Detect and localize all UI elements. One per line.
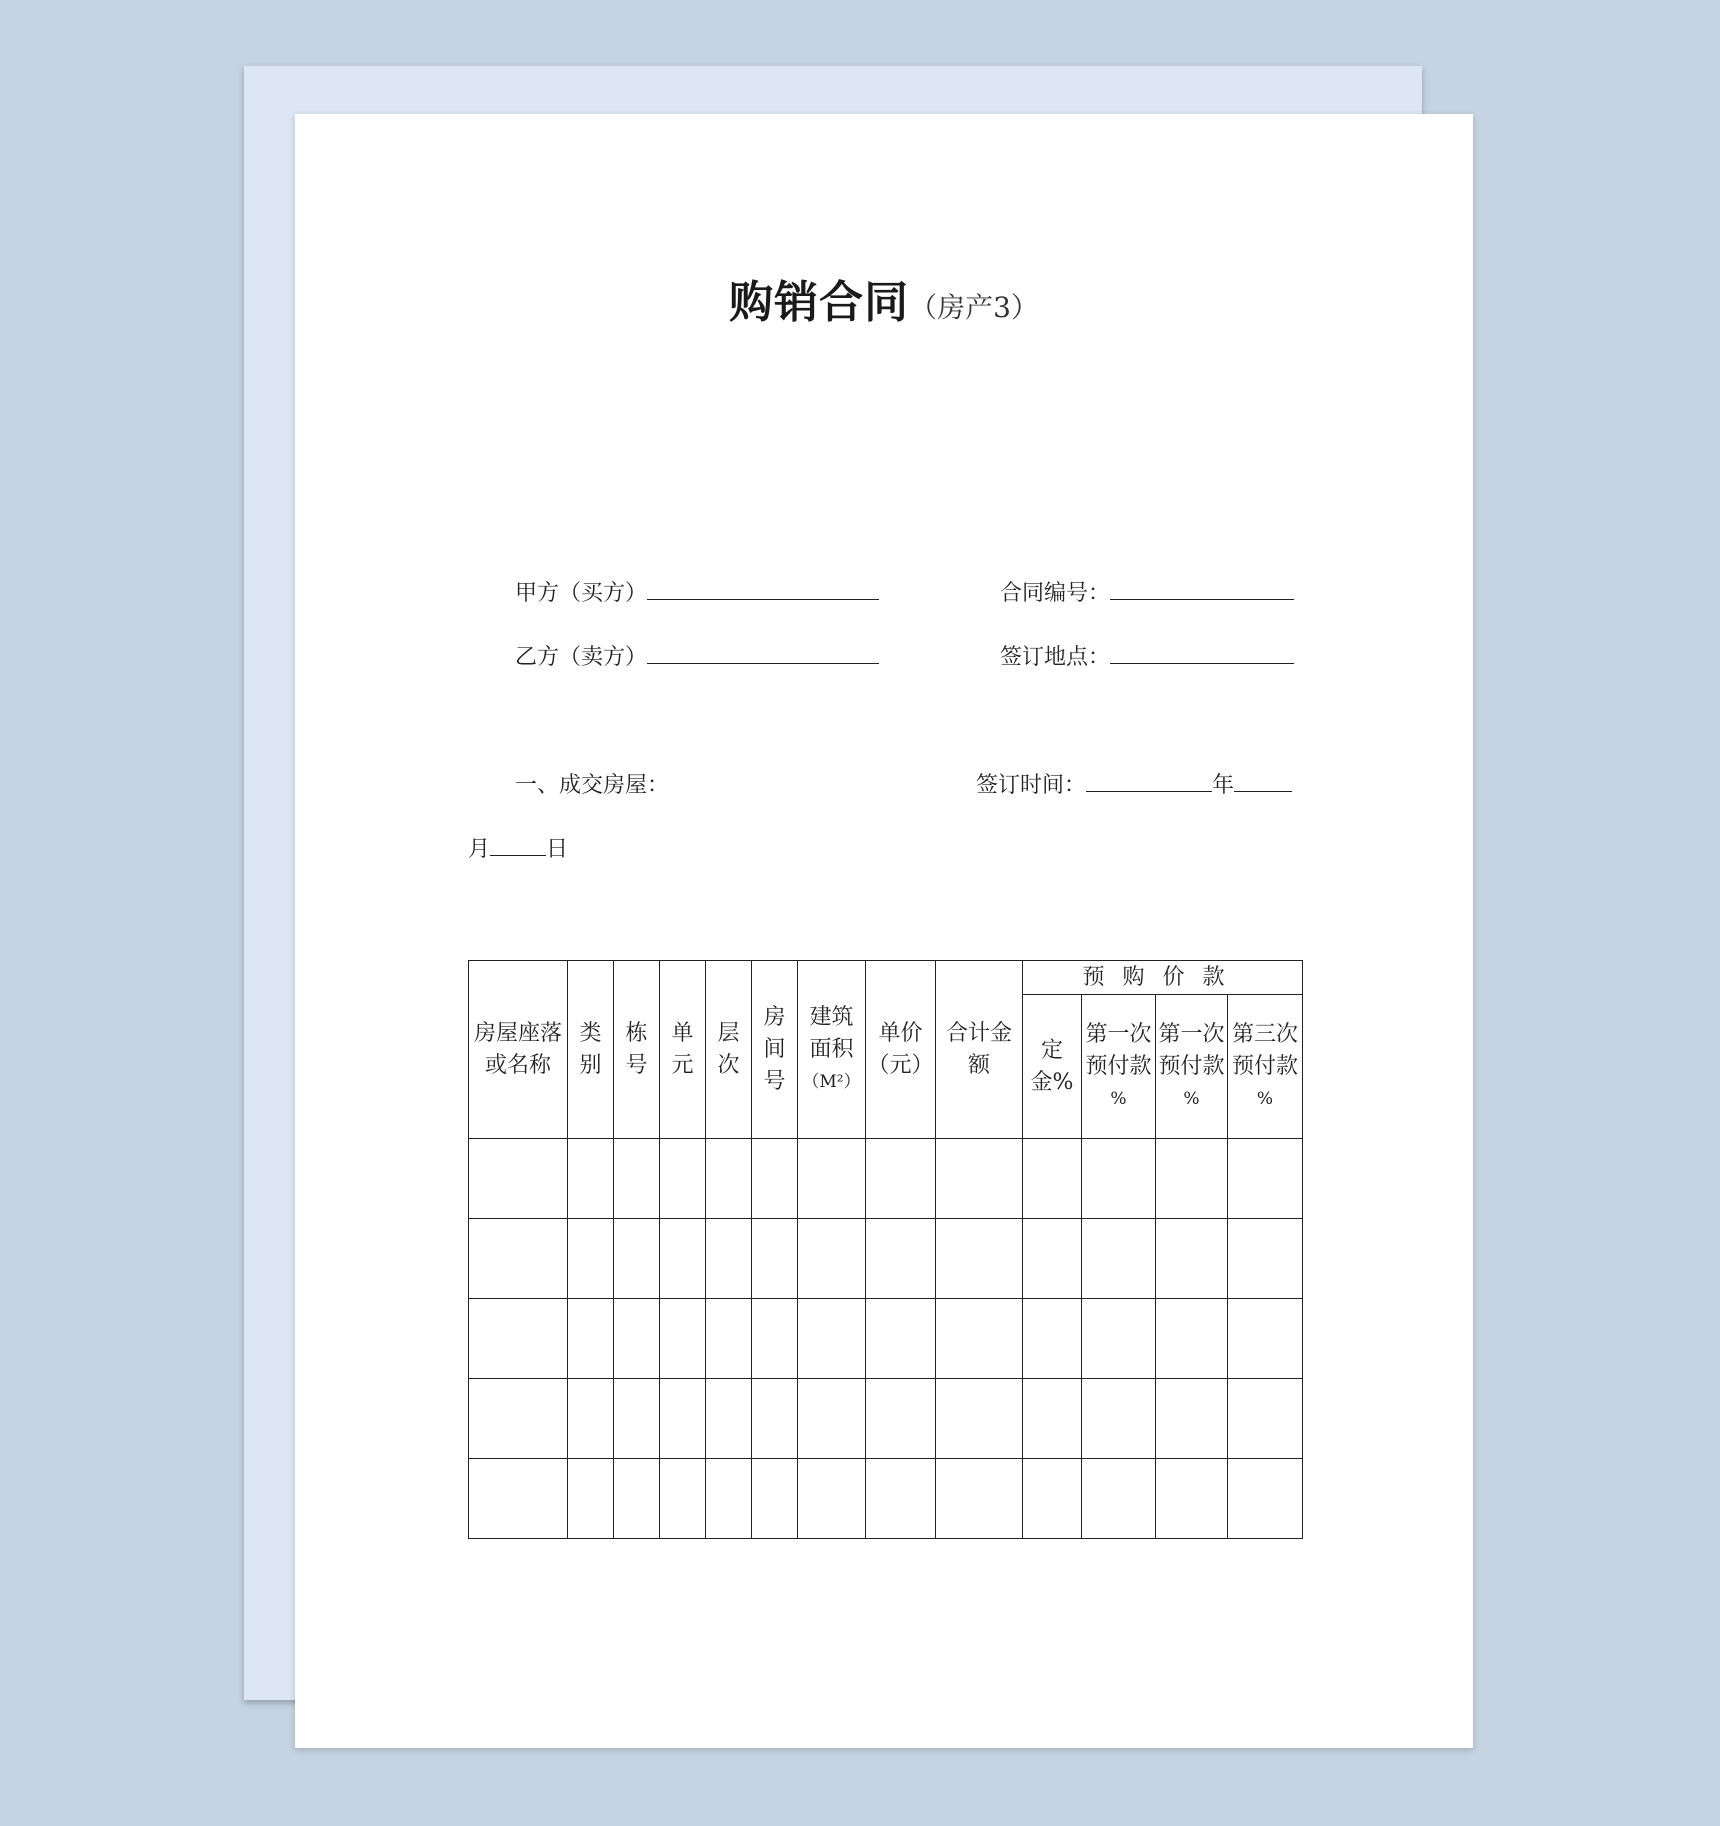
table-cell[interactable] [752,1139,798,1219]
table-cell[interactable] [752,1299,798,1379]
table-cell[interactable] [752,1379,798,1459]
table-cell[interactable] [1023,1379,1082,1459]
table-row [469,1459,1303,1539]
property-table [468,960,1303,1539]
table-cell[interactable] [568,1459,614,1539]
table-cell[interactable] [706,1139,752,1219]
table-cell[interactable] [798,1379,866,1459]
contract-no-line [1000,576,1294,607]
table-cell[interactable] [614,1139,660,1219]
table-cell[interactable] [614,1219,660,1299]
table-cell[interactable] [1156,1299,1228,1379]
table-cell[interactable] [706,1299,752,1379]
table-cell[interactable] [1023,1139,1082,1219]
sign-place-label: 签订地点： [1000,645,1111,670]
party-a-line [515,576,879,607]
table-cell[interactable] [1082,1379,1156,1459]
year-label: 年 [1212,773,1235,798]
header-deposit: 定金% [1023,995,1082,1139]
table-cell[interactable] [1228,1299,1303,1379]
section-1-heading [515,768,669,799]
header-first-payment: 第一次 预付款 % [1082,995,1156,1139]
table-cell[interactable] [1156,1459,1228,1539]
table-cell[interactable] [1023,1219,1082,1299]
table-cell[interactable] [1082,1139,1156,1219]
sign-time-line [976,768,1292,799]
sign-year-blank[interactable] [1086,771,1212,792]
table-cell[interactable] [1228,1379,1303,1459]
header-prepay-group: 预购价款 [1023,961,1303,995]
table-cell[interactable] [568,1379,614,1459]
contract-no-label: 合同编号： [1000,581,1111,606]
sign-month-blank[interactable] [1234,771,1292,792]
table-cell[interactable] [752,1219,798,1299]
header-row-1 [469,961,1303,995]
table-cell[interactable] [1228,1219,1303,1299]
table-cell[interactable] [1023,1459,1082,1539]
table-cell[interactable] [798,1219,866,1299]
header-area: 建筑 面积 （M²） [798,961,866,1139]
table-cell[interactable] [866,1459,936,1539]
header-category: 类 别 [568,961,614,1139]
table-cell[interactable] [866,1219,936,1299]
table-cell[interactable] [866,1139,936,1219]
table-cell[interactable] [614,1299,660,1379]
table-cell[interactable] [1082,1299,1156,1379]
table-cell[interactable] [798,1299,866,1379]
day-label: 日 [546,837,569,862]
table-cell[interactable] [866,1299,936,1379]
table-cell[interactable] [660,1139,706,1219]
table-row [469,1379,1303,1459]
table-cell[interactable] [660,1459,706,1539]
party-b-blank[interactable] [647,643,879,664]
sign-time-label: 签订时间： [976,773,1087,798]
table-cell[interactable] [752,1459,798,1539]
table-cell[interactable] [1228,1459,1303,1539]
table-cell[interactable] [798,1459,866,1539]
header-room: 房 间 号 [752,961,798,1139]
table-cell[interactable] [936,1459,1023,1539]
header-floor: 层 次 [706,961,752,1139]
table-cell[interactable] [660,1219,706,1299]
table-row [469,1299,1303,1379]
table-cell[interactable] [469,1299,568,1379]
sign-date-continued [468,832,568,863]
party-a-blank[interactable] [647,579,879,600]
table-cell[interactable] [706,1219,752,1299]
table-cell[interactable] [660,1299,706,1379]
table-body [469,1139,1303,1539]
table-cell[interactable] [936,1219,1023,1299]
sign-place-line [1000,640,1294,671]
table-cell[interactable] [469,1139,568,1219]
table-cell[interactable] [798,1139,866,1219]
header-building: 栋 号 [614,961,660,1139]
table-cell[interactable] [936,1379,1023,1459]
table-cell[interactable] [706,1459,752,1539]
table-cell[interactable] [1156,1139,1228,1219]
table-cell[interactable] [1156,1379,1228,1459]
table-cell[interactable] [1228,1139,1303,1219]
table-cell[interactable] [660,1379,706,1459]
table-cell[interactable] [706,1379,752,1459]
table-cell[interactable] [614,1379,660,1459]
table-cell[interactable] [936,1139,1023,1219]
table-cell[interactable] [1156,1219,1228,1299]
table-cell[interactable] [469,1459,568,1539]
sign-place-blank[interactable] [1110,643,1294,664]
header-unit-price: 单价 （元） [866,961,936,1139]
document-title [295,266,1473,330]
table-cell[interactable] [469,1219,568,1299]
header-second-payment: 第一次 预付款 % [1156,995,1228,1139]
header-unit: 单 元 [660,961,706,1139]
table-row [469,1219,1303,1299]
party-b-label: 乙方（卖方） [515,645,648,670]
table-cell[interactable] [568,1299,614,1379]
party-a-label: 甲方（买方） [515,581,648,606]
table-cell[interactable] [1082,1459,1156,1539]
table-cell[interactable] [936,1299,1023,1379]
table-cell[interactable] [1023,1299,1082,1379]
table-cell[interactable] [469,1379,568,1459]
table-cell[interactable] [568,1219,614,1299]
table-cell[interactable] [614,1459,660,1539]
header-total: 合计金 额 [936,961,1023,1139]
table-cell[interactable] [1082,1219,1156,1299]
contract-no-blank[interactable] [1110,579,1294,600]
table-cell[interactable] [866,1379,936,1459]
table-cell[interactable] [568,1139,614,1219]
header-third-payment: 第三次 预付款 % [1228,995,1303,1139]
party-b-line [515,640,879,671]
document-page [295,114,1473,1748]
section-1-label: 一、成交房屋： [515,773,670,798]
table-row [469,1139,1303,1219]
sign-day-blank[interactable] [490,835,546,856]
header-location: 房屋座落 或名称 [469,961,568,1139]
title-main: 购销合同 [729,277,910,328]
month-label: 月 [468,837,491,862]
title-subtitle: （房产3） [909,291,1039,324]
